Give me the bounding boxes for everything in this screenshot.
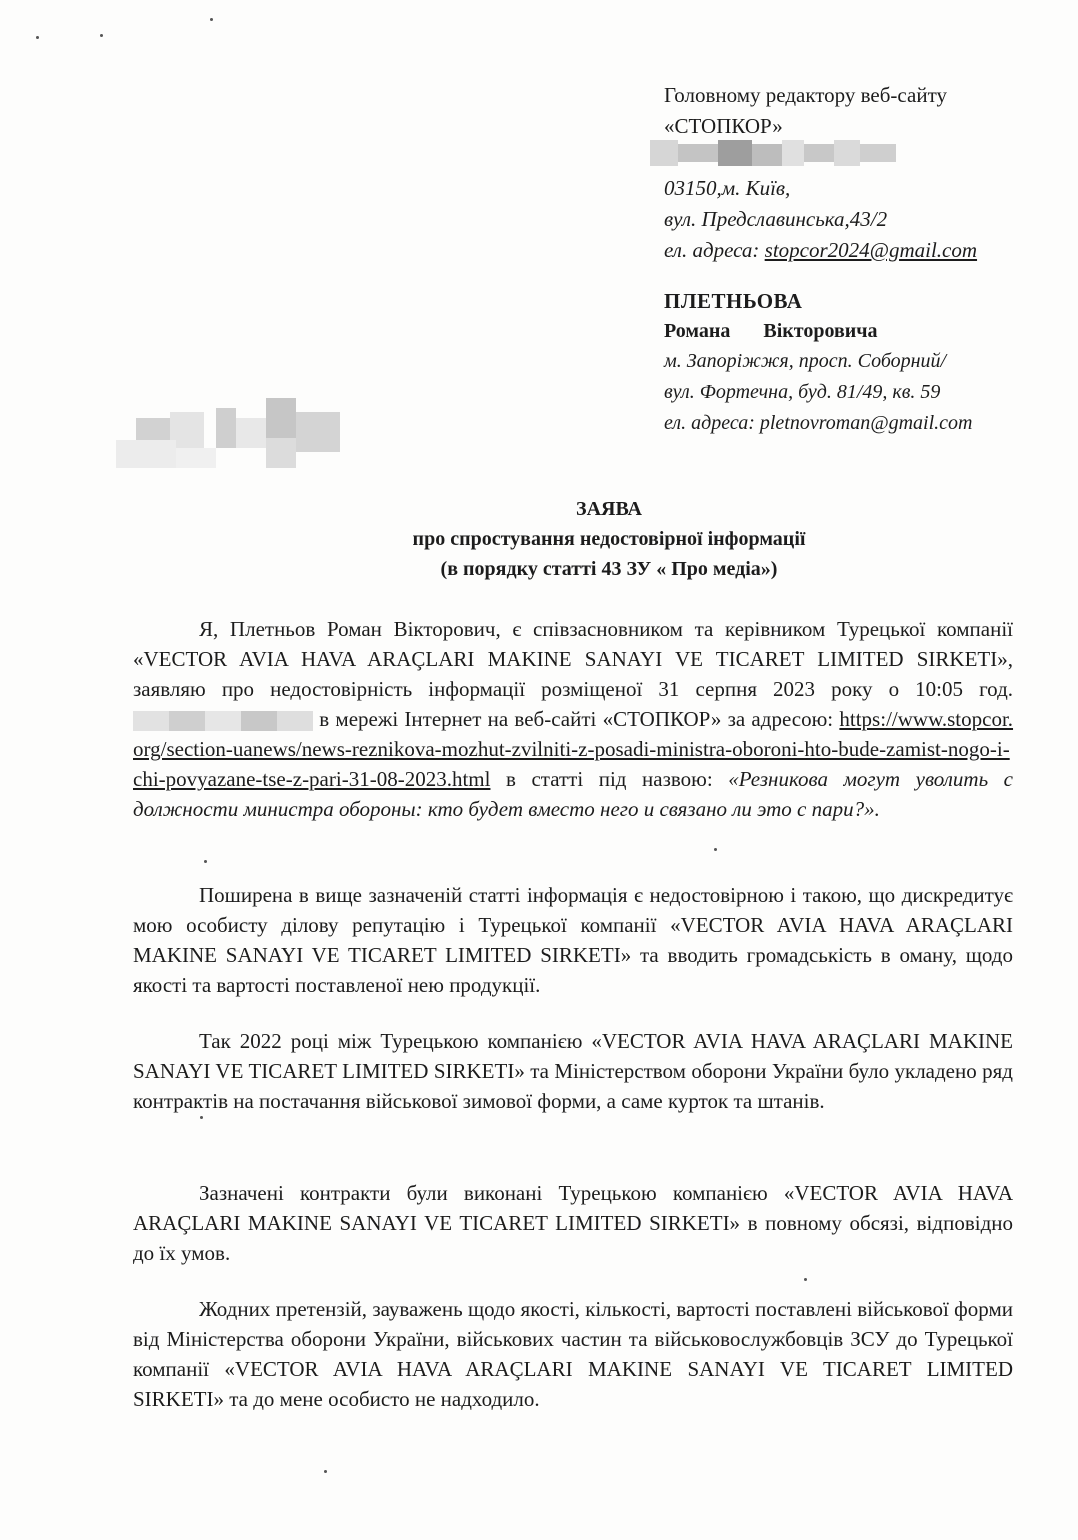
- sender-block: [664, 286, 1064, 439]
- addressee-email-line: [664, 235, 1064, 266]
- addressee-street: вул. Предславинська,43/2: [664, 207, 888, 231]
- statement-legal-basis: (в порядку статті 43 ЗУ « Про медіа»): [440, 558, 778, 580]
- addressee-email[interactable]: stopcor2024@gmail.com: [764, 238, 978, 262]
- statement-subtitle: про спростування недостовірної інформації: [412, 528, 806, 550]
- article-title-quote: «Резникова могут уволить с должности министра обороны: кто будет вместо него и связано ли это с пари?».: [133, 767, 1014, 821]
- paragraph-2-text: Поширена в вище зазначеній статті інформація є недостовірною і такою, що дискредитує мою особисту ділову репутацію і Турецької компанії «VECTOR AVIA HAVA ARAÇLARI MAKINE SANAYI VE TICARET LIMITED SIRKETI» та вводить громадськість в оману, щодо якості та вартості поставленої нею продукції.: [133, 883, 1013, 997]
- paragraph-3-text: Так 2022 році між Турецькою компанією «VECTOR AVIA HAVA ARAÇLARI MAKINE SANAYI VE TICARET LIMITED SIRKETI» та Міністерством оборони України було укладено ряд контрактів на постачання військової зимової форми, а саме курток та штанів.: [133, 1029, 1013, 1113]
- paragraph-3: [133, 1026, 1013, 1116]
- addressee-title: Головному редактору веб-сайту: [664, 83, 947, 107]
- statement-title: ЗАЯВА: [576, 498, 642, 520]
- paragraph-1-intro: Я, Плетньов Роман Вікторович, є співзасновником та керівником Турецької компанії «VECTOR AVIA HAVA ARAÇLARI MAKINE SANAYI VE TICARET LIMITED SIRKETI», заявляю про недостовірність інформації розміщеної 31 серпня 2023 року о 10:05 год.: [133, 617, 1013, 701]
- addressee-block: [664, 80, 1064, 266]
- sender-given-names: Романа Вікторовича: [664, 320, 878, 342]
- sender-street: вул. Фортечна, буд. 81/49, кв. 59: [664, 381, 941, 403]
- paragraph-1-location: в мережі Інтернет на веб-сайті «СТОПКОР» за адресою:: [319, 707, 834, 731]
- statement-heading: [0, 494, 1078, 584]
- paragraph-5-text: Жодних претензій, зауважень щодо якості, кількості, вартості поставлені військової форми від Міністерства оборони України, військових частин та військовослужбовців ЗСУ до Турецької компанії «VECTOR AVIA HAVA ARAÇLARI MAKINE SANAYI VE TICARET LIMITED SIRKETI» та до мене особисто не надходило.: [133, 1297, 1013, 1411]
- paragraph-1-article-label: в статті під назвою:: [506, 767, 713, 791]
- addressee-email-label: ел. адреса:: [664, 238, 760, 262]
- paragraph-1: [133, 614, 1013, 824]
- paragraph-2: [133, 880, 1013, 1000]
- redaction-addressee: [650, 140, 900, 166]
- addressee-site-name: «СТОПКОР»: [664, 114, 783, 138]
- addressee-postal: 03150,м. Київ,: [664, 176, 791, 200]
- paragraph-4: [133, 1178, 1013, 1268]
- article-link[interactable]: https://www.stopcor.org/section-uanews/news-reznikova-mozhut-zvilniti-z-posadi-ministra-oboroni-hto-bude-zamist-nogo-i-chi-povyazane-tse-z-pari-31-08-2023.html: [133, 707, 1014, 791]
- sender-email: ел. адреса: pletnovroman@gmail.com: [664, 412, 973, 434]
- sender-surname: ПЛЕТНЬОВА: [664, 289, 803, 313]
- sender-city: м. Запоріжжя, просп. Соборний/: [664, 350, 947, 372]
- paragraph-5: [133, 1294, 1013, 1414]
- paragraph-4-text: Зазначені контракти були виконані Турецькою компанією «VECTOR AVIA HAVA ARAÇLARI MAKINE SANAYI VE TICARET LIMITED SIRKETI» в повному обсязі, відповідно до їх умов.: [133, 1181, 1013, 1265]
- redaction-left-stamp: [116, 398, 348, 468]
- redaction-author: [133, 711, 313, 731]
